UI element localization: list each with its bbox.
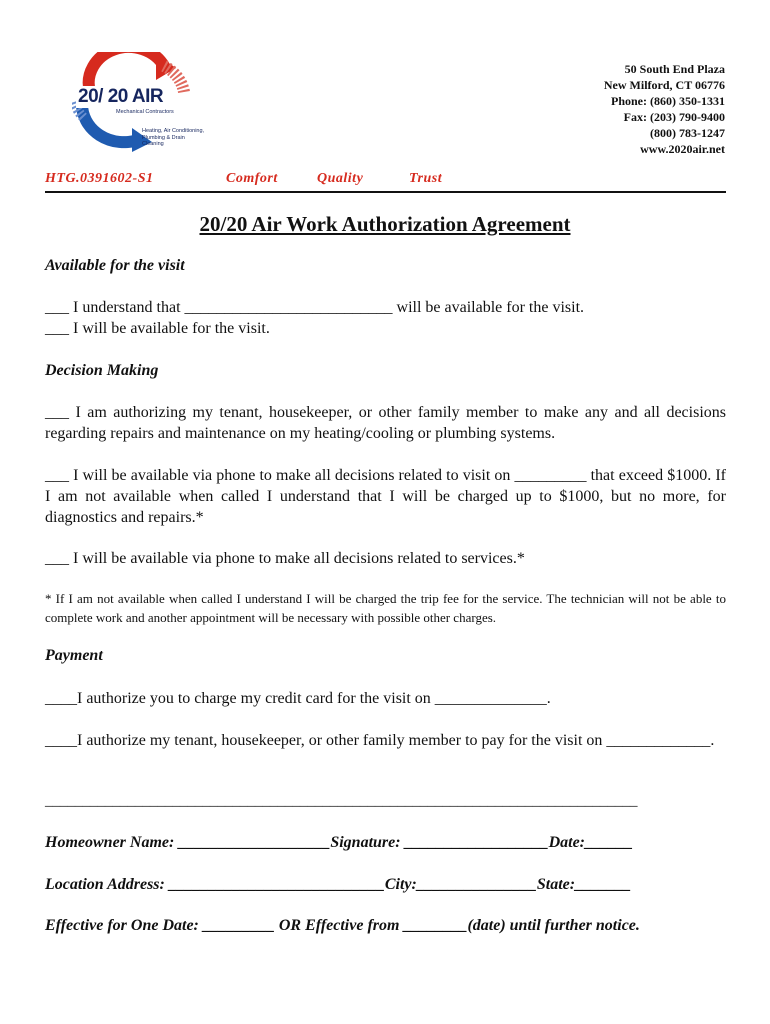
availability-option-self[interactable]: ___ I will be available for the visit. <box>45 320 270 337</box>
address-line2: New Milford, CT 06776 <box>603 78 725 92</box>
decision-option-authorize[interactable]: ___ I am authorizing my tenant, housekeeper, or other family member to make any and all decisions regarding repairs and maintenance on my heating/cooling or plumbing systems. <box>45 404 726 442</box>
effective-date-line[interactable]: Effective for One Date: _________ OR Effective from ________(date) until further notice. <box>45 917 640 934</box>
decision-heading: Decision Making <box>45 362 159 379</box>
payment-heading: Payment <box>45 647 103 664</box>
license-number: HTG.0391602-S1 <box>45 171 154 186</box>
logo-services-2: Plumbing & Drain Cleaning <box>142 135 185 147</box>
address-line1: 50 South End Plaza <box>624 62 725 76</box>
payment-option-other-payer[interactable]: ____I authorize my tenant, housekeeper, or other family member to pay for the visit on _____________. <box>45 732 715 749</box>
address-tollfree: (800) 783-1247 <box>650 126 725 140</box>
company-logo <box>72 52 206 152</box>
decision-footnote: * If I am not available when called I understand I will be charged the trip fee for the service. The technician will not be able to complete work and another appointment will be necessary with possible other charges. <box>45 591 726 625</box>
payment-divider-line: _______________________________________________________________________________ <box>45 793 638 809</box>
logo-subtitle: Mechanical Contractors <box>116 109 174 115</box>
logo-brand: 20/ 20 AIR <box>78 86 164 107</box>
availability-option-other[interactable]: ___ I understand that __________________________ will be available for the visit. <box>45 299 585 316</box>
address-website: www.2020air.net <box>640 142 725 156</box>
address-phone: Phone: (860) 350-1331 <box>611 94 725 108</box>
decision-option-phone-limit[interactable]: ___ I will be available via phone to make all decisions related to visit on _________ that exceed $1000. If I am not available when called I understand that I will be charged up to $1000, but no more, for diagnostics and repairs.* <box>45 467 726 526</box>
page-title: 20/20 Air Work Authorization Agreement <box>199 212 571 236</box>
decision-option-phone-all[interactable]: ___ I will be available via phone to make all decisions related to services.* <box>45 550 525 567</box>
homeowner-signature-line[interactable]: Homeowner Name: ___________________Signature: __________________Date:______ <box>45 834 633 851</box>
logo-services-1: Heating, Air Conditioning, <box>142 128 205 134</box>
tagline-quality: Quality <box>317 171 364 186</box>
header-divider <box>45 191 726 193</box>
address-fax: Fax: (203) 790-9400 <box>623 110 725 124</box>
tagline-trust: Trust <box>409 171 443 186</box>
availability-heading: Available for the visit <box>45 257 185 274</box>
payment-option-credit-card[interactable]: ____I authorize you to charge my credit card for the visit on ______________. <box>45 690 551 707</box>
address-block <box>604 61 725 157</box>
location-address-line[interactable]: Location Address: ___________________________City:_______________State:_______ <box>45 876 632 893</box>
tagline-comfort: Comfort <box>226 171 278 186</box>
